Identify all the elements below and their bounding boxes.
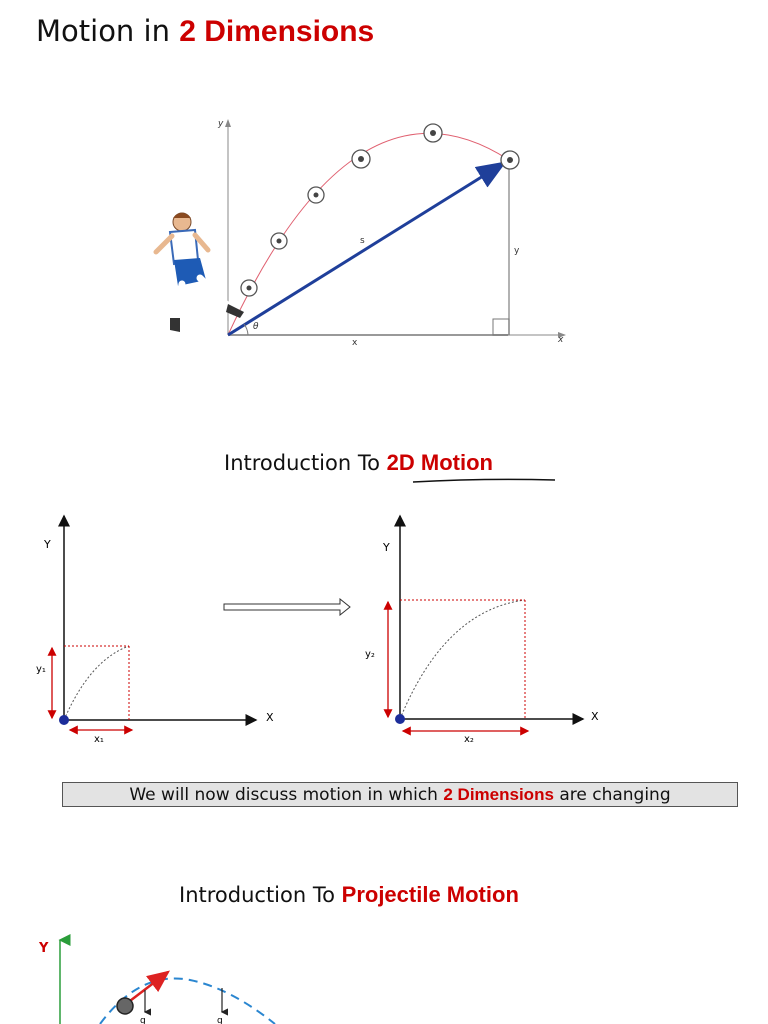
section-heading-2d-motion: Introduction To 2D Motion	[224, 450, 493, 475]
y-value-label: y₂	[365, 649, 375, 660]
displacement-label: s	[360, 236, 365, 246]
page-title: Motion in 2 Dimensions	[36, 14, 375, 48]
gravity-label: g	[140, 1016, 146, 1024]
origin-point	[59, 715, 69, 725]
y-axis-label: y	[218, 119, 224, 129]
plot-2d-left	[30, 510, 290, 750]
transition-arrow-icon	[222, 598, 354, 616]
origin-point	[395, 714, 405, 724]
y-axis-label: Y	[383, 541, 390, 554]
gravity-label: g	[217, 1016, 223, 1024]
path-curve	[400, 600, 525, 719]
ball-positions	[241, 124, 519, 296]
y-component-label: y	[514, 246, 520, 256]
x-value-label: x₁	[94, 734, 104, 745]
y-axis-label: Y	[44, 538, 51, 551]
y-value-label: y₁	[36, 664, 46, 675]
angle-label: θ	[253, 322, 259, 332]
displacement-vector	[228, 163, 504, 335]
right-angle-marker	[493, 319, 509, 335]
x-component-label: x	[352, 338, 358, 348]
plot-2d-right	[365, 510, 605, 750]
section-heading-projectile-motion: Introduction To Projectile Motion	[179, 882, 519, 907]
x-axis-label: x	[558, 335, 564, 345]
y-axis-label: Y	[39, 941, 49, 956]
kick-trajectory-figure	[140, 100, 590, 360]
soccer-player-icon	[156, 213, 244, 332]
path-curve	[64, 646, 129, 720]
projectile-ball-icon	[117, 998, 133, 1014]
x-axis-label: X	[266, 711, 274, 724]
velocity-vector	[126, 972, 168, 1004]
x-axis-label: X	[591, 710, 599, 723]
projectile-figure	[30, 930, 330, 1024]
title-highlight: 2 Dimensions	[179, 15, 375, 48]
x-value-label: x₂	[464, 734, 474, 745]
heading-underline	[410, 476, 560, 486]
summary-banner: We will now discuss motion in which 2 Dimensions are changing	[62, 782, 738, 807]
